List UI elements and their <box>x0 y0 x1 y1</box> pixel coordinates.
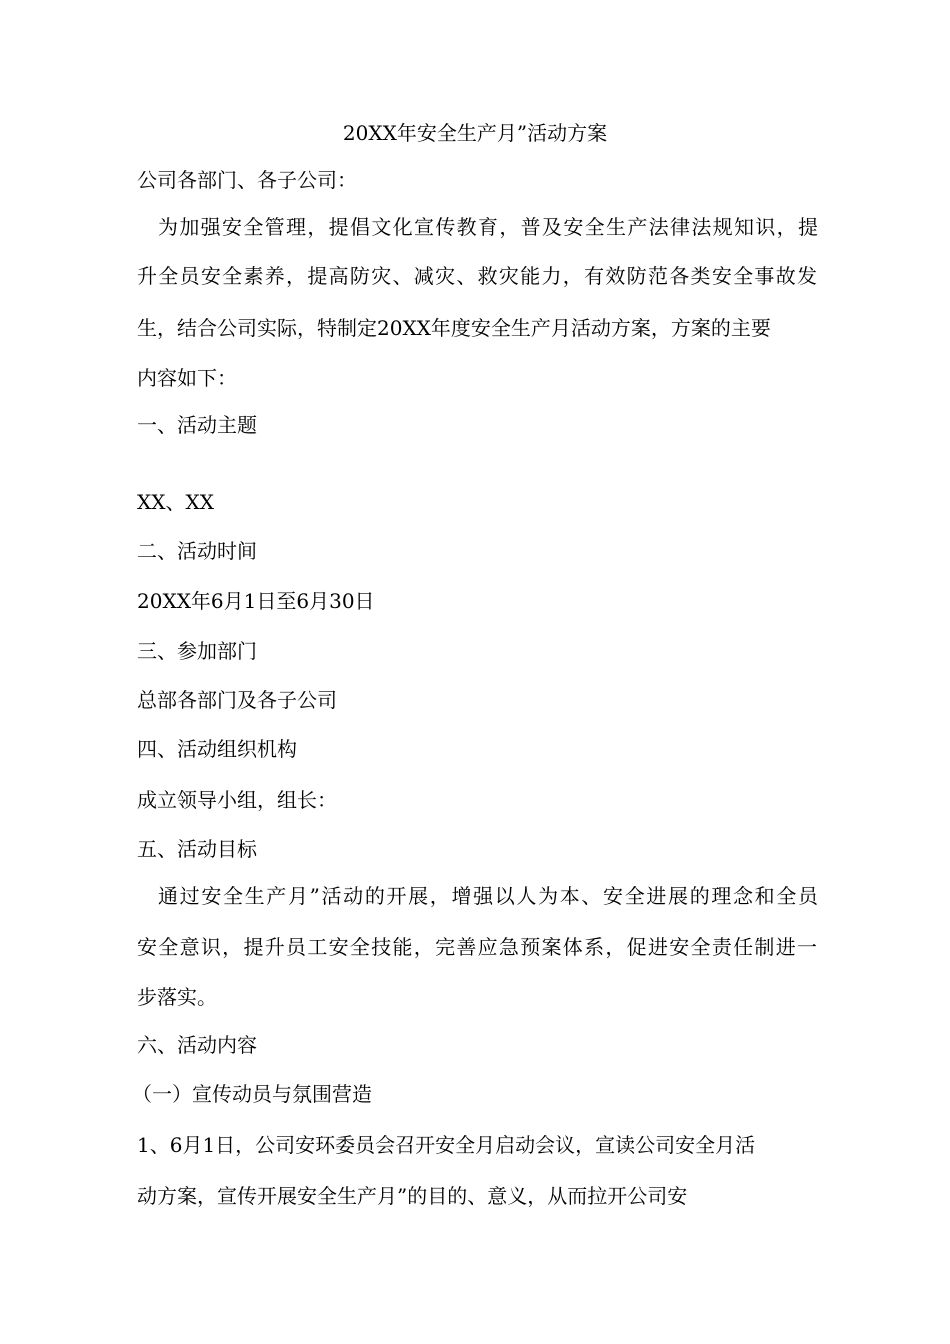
item1-line-1: 1、6月1日，公司安环委员会召开安全月启动会议，宣读公司安全月活 <box>137 1133 756 1157</box>
section6-subheading-1: （一）宣传动员与氛围营造 <box>132 1082 372 1106</box>
document-title: 20XX年安全生产月”活动方案 <box>342 121 608 145</box>
section3-body: 总部各部门及各子公司 <box>137 688 337 712</box>
item1-line-2: 动方案，宣传开展安全生产月”的目的、意义，从而拉开公司安 <box>137 1184 688 1208</box>
section5-body-line-1: 通过安全生产月”活动的开展，增强以人为本、安全进展的理念和全员 <box>158 884 818 908</box>
intro-line-4: 内容如下： <box>137 366 237 390</box>
section2-heading: 二、活动时间 <box>137 539 257 563</box>
section3-heading: 三、参加部门 <box>137 639 257 663</box>
section1-body: XX、XX <box>137 490 214 514</box>
section5-body-line-3: 步落实。 <box>137 985 217 1009</box>
intro-line-2: 升全员安全素养，提高防灾、减灾、救灾能力，有效防范各类安全事故发 <box>137 264 817 288</box>
salutation: 公司各部门、各子公司： <box>137 168 357 192</box>
section4-body: 成立领导小组，组长： <box>137 788 337 812</box>
section5-heading: 五、活动目标 <box>137 837 257 861</box>
section1-heading: 一、活动主题 <box>137 413 257 437</box>
intro-line-3: 生，结合公司实际，特制定20XX年度安全生产月活动方案，方案的主要 <box>137 316 771 340</box>
section5-body-line-2: 安全意识，提升员工安全技能，完善应急预案体系，促进安全责任制进一 <box>137 935 817 959</box>
section4-heading: 四、活动组织机构 <box>137 737 297 761</box>
intro-line-1: 为加强安全管理，提倡文化宣传教育，普及安全生产法律法规知识，提 <box>158 215 818 239</box>
section2-body: 20XX年6月1日至6月30日 <box>137 589 375 613</box>
section6-heading: 六、活动内容 <box>137 1033 257 1057</box>
